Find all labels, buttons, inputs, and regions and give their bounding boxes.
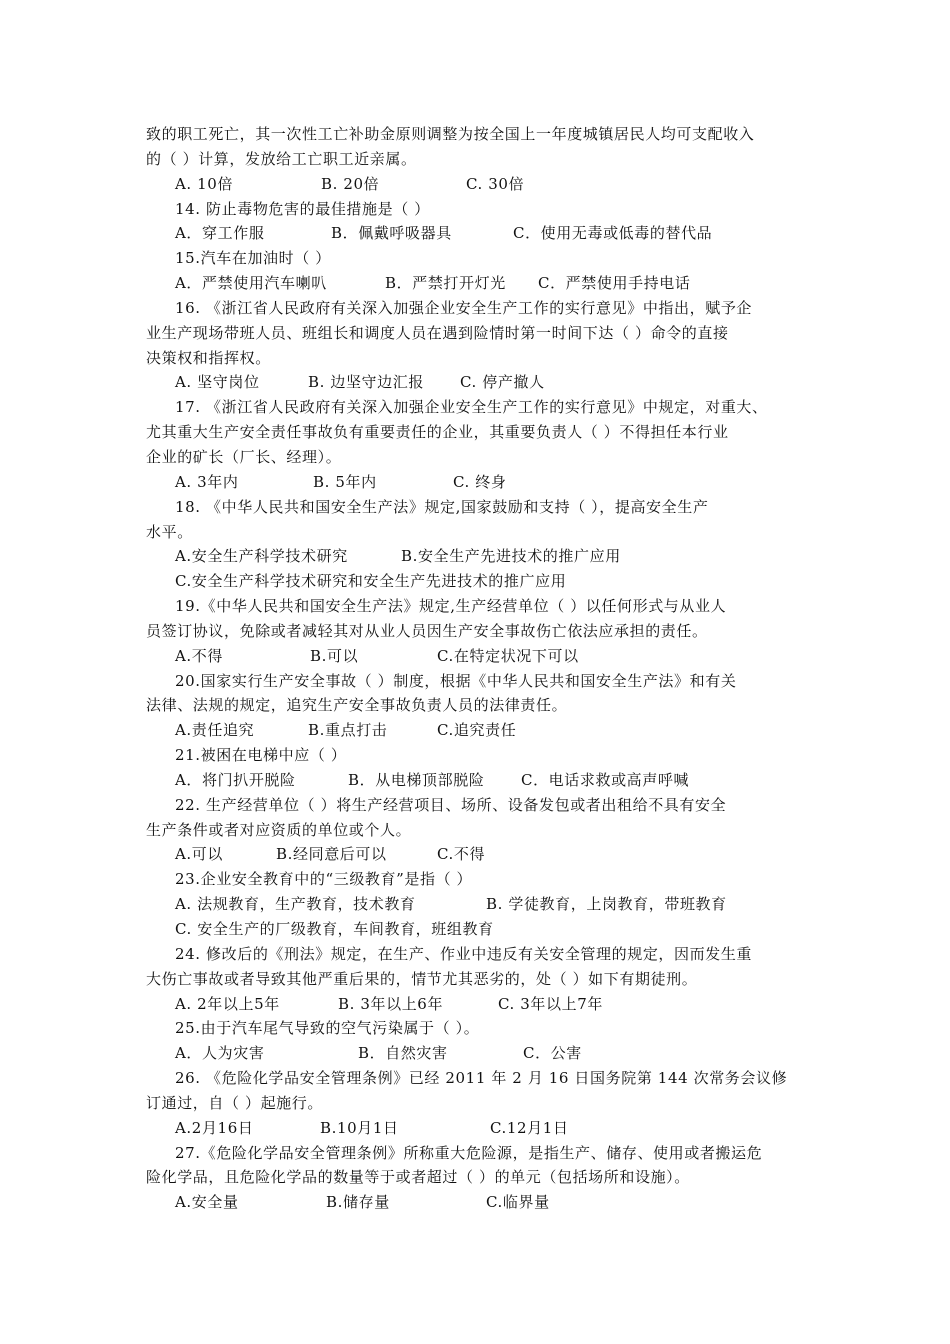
text-line: C. 安全生产的厂级教育，车间教育，班组教育 (175, 920, 494, 938)
option-line (0, 1041, 950, 1066)
answer-option: C.12月1日 (490, 1118, 569, 1137)
answer-option: B.10月1日 (320, 1118, 399, 1137)
answer-option: A.责任追究 (175, 721, 255, 740)
answer-option: C．严禁使用手持电话 (538, 274, 691, 293)
answer-option: A.可以 (175, 845, 224, 864)
text-line: 企业的矿长（厂长、经理）。 (146, 447, 342, 466)
text-line: 19.《中华人民共和国安全生产法》规定,生产经营单位（ ）以任何形式与从业人 (175, 597, 727, 616)
answer-option: C．公害 (523, 1044, 582, 1063)
answer-option: C.不得 (437, 845, 486, 864)
answer-option: A. 法规教育，生产教育，技术教育 (175, 895, 416, 914)
answer-option: B. 学徒教育，上岗教育，带班教育 (486, 895, 727, 914)
answer-option: B. 20倍 (321, 174, 380, 193)
answer-option: A．人为灾害 (175, 1044, 265, 1063)
text-line: 24. 修改后的《刑法》规定，在生产、作业中违反有关安全管理的规定，因而发生重 (175, 944, 753, 963)
answer-option: B.安全生产先进技术的推广应用 (401, 547, 621, 566)
option-line (0, 1190, 950, 1215)
answer-option: A. 10倍 (175, 174, 234, 193)
text-line: 16. 《浙江省人民政府有关深入加强企业安全生产工作的实行意见》中指出，赋予企 (175, 298, 753, 317)
text-line: 尤其重大生产安全责任事故负有重要责任的企业，其重要负责人（ ）不得担任本行业 (146, 423, 729, 442)
text-line: 法律、法规的规定，追究生产安全事故负责人员的法律责任。 (146, 696, 568, 715)
answer-option: A. 坚守岗位 (175, 373, 260, 392)
answer-option: B．严禁打开灯光 (385, 274, 506, 293)
option-line (0, 992, 950, 1017)
answer-option: B.重点打击 (308, 721, 388, 740)
answer-option: B. 5年内 (313, 472, 377, 491)
answer-option: B．自然灾害 (358, 1044, 448, 1063)
answer-option: C. 3年以上7年 (498, 994, 603, 1013)
answer-option: C.在特定状况下可以 (437, 646, 579, 665)
option-line (0, 221, 950, 246)
answer-option: C．使用无毒或低毒的替代品 (513, 224, 713, 243)
answer-option: C.追究责任 (437, 721, 517, 740)
text-line: 险化学品，且危险化学品的数量等于或者超过（ ）的单元（包括场所和设施）。 (146, 1168, 690, 1187)
text-line: 业生产现场带班人员、班组长和调度人员在遇到险情时第一时间下达（ ）命令的直接 (146, 323, 729, 342)
option-line (0, 644, 950, 669)
text-line: 订通过，自（ ）起施行。 (146, 1093, 323, 1112)
option-line (0, 768, 950, 793)
text-line: 生产条件或者对应资质的单位或个人。 (146, 820, 412, 839)
text-line: 14. 防止毒物危害的最佳措施是（ ） (175, 199, 430, 218)
answer-option: A.安全量 (175, 1193, 239, 1212)
text-line: 21.被困在电梯中应（ ） (175, 746, 347, 765)
option-line (0, 1116, 950, 1141)
answer-option: B.储存量 (326, 1193, 390, 1212)
answer-option: C．电话求救或高声呼喊 (521, 770, 690, 789)
option-line (0, 370, 950, 395)
text-line: 员签订协议，免除或者减轻其对从业人员因生产安全事故伤亡依法应承担的责任。 (146, 621, 708, 640)
answer-option: C.临界量 (486, 1193, 550, 1212)
answer-option: C. 终身 (453, 472, 507, 491)
answer-option: A. 3年内 (175, 472, 239, 491)
text-line: 26. 《危险化学品安全管理条例》已经 2011 年 2 月 16 日国务院第 144 次常务会议修 (175, 1069, 788, 1088)
option-line (0, 892, 950, 917)
answer-option: A.安全生产科学技术研究 (175, 547, 348, 566)
text-line: 15.汽车在加油时（ ） (175, 249, 331, 268)
option-line (0, 544, 950, 569)
text-line: 18. 《中华人民共和国安全生产法》规定,国家鼓励和支持（ ），提高安全生产 (175, 497, 709, 516)
text-line: 决策权和指挥权。 (146, 348, 271, 367)
text-line: 27.《危险化学品安全管理条例》所称重大危险源，是指生产、储存、使用或者搬运危 (175, 1143, 763, 1162)
option-line (0, 718, 950, 743)
text-line: 17. 《浙江省人民政府有关深入加强企业安全生产工作的实行意见》中规定，对重大、 (175, 398, 768, 417)
answer-option: B. 边坚守边汇报 (308, 373, 424, 392)
answer-option: A.不得 (175, 646, 224, 665)
answer-option: A．将门扒开脱险 (175, 770, 296, 789)
text-line: 23.企业安全教育中的“三级教育”是指（ ） (175, 870, 473, 889)
answer-option: B.可以 (310, 646, 359, 665)
document-page (0, 122, 950, 1215)
text-line: 大伤亡事故或者导致其他严重后果的，情节尤其恶劣的，处（ ）如下有期徒刑。 (146, 969, 698, 988)
answer-option: B. 3年以上6年 (338, 994, 444, 1013)
text-line: 致的职工死亡，其一次性工亡补助金原则调整为按全国上一年度城镇居民人均可支配收入 (146, 125, 755, 143)
text-line: C.安全生产科学技术研究和安全生产先进技术的推广应用 (175, 572, 567, 591)
text-line: 的（ ）计算，发放给工亡职工近亲属。 (146, 149, 417, 168)
text-line: 25.由于汽车尾气导致的空气污染属于（ ）。 (175, 1019, 480, 1038)
option-line (0, 172, 950, 197)
answer-option: B.经同意后可以 (276, 845, 387, 864)
answer-option: A.2月16日 (175, 1118, 254, 1137)
answer-option: C. 30倍 (466, 174, 525, 193)
text-line: 20.国家实行生产安全事故（ ）制度，根据《中华人民共和国安全生产法》和有关 (175, 671, 737, 690)
answer-option: B．佩戴呼吸器具 (331, 224, 452, 243)
option-line (0, 470, 950, 495)
answer-option: A．严禁使用汽车喇叭 (175, 274, 327, 293)
option-line (0, 271, 950, 296)
answer-option: A. 2年以上5年 (175, 994, 280, 1013)
answer-option: B．从电梯顶部脱险 (348, 770, 485, 789)
answer-option: C. 停产撤人 (460, 373, 545, 392)
answer-option: A．穿工作服 (175, 224, 265, 243)
text-line: 22. 生产经营单位（ ）将生产经营项目、场所、设备发包或者出租给不具有安全 (175, 795, 727, 814)
option-line (0, 842, 950, 867)
text-line: 水平。 (146, 522, 193, 541)
